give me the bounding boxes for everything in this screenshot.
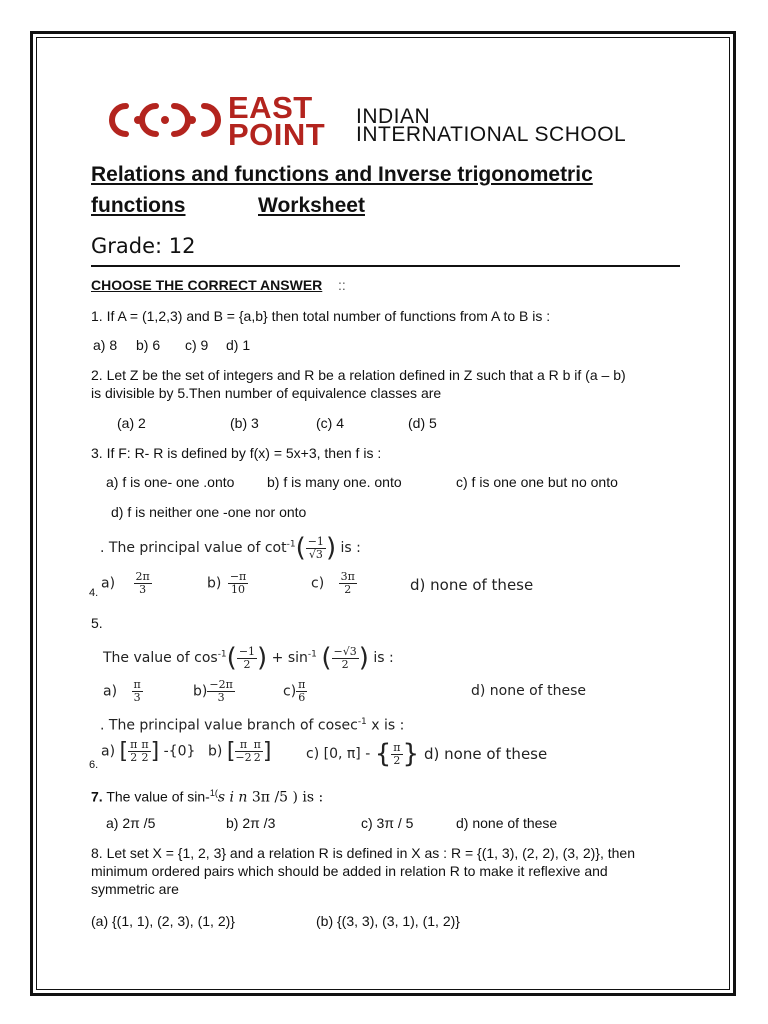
q5-sup2: -1: [307, 649, 317, 660]
q6-stem-pre: . The principal value branch of cosec: [100, 717, 358, 734]
q5-f1-den: 2: [243, 657, 251, 671]
q1-option-b: b) 6: [136, 337, 161, 353]
q7-text-mid: (: [214, 788, 218, 798]
q6-opt-b-f2-den: 2: [253, 751, 261, 764]
q4-option-a: [101, 571, 152, 596]
q5-sup1: -1: [217, 649, 227, 660]
q4-opt-c-fraction: [339, 571, 357, 596]
question-6-stem: [100, 717, 404, 734]
question-8-line1: 8. Let set X = {1, 2, 3} and a relation R is defined in X as : R = {(1, 3), (2, 2), (3, 2)}, then: [91, 845, 635, 861]
q1-option-a: a) 8: [93, 337, 118, 353]
q6-opt-b-label: b): [208, 743, 223, 760]
q6-opt-a-f1: [128, 739, 139, 764]
q5-opt-b-num: −2π: [209, 678, 233, 691]
q5-opt-c-fraction: [296, 679, 307, 704]
q4-opt-a-fraction: [134, 571, 152, 596]
q4-opt-a-num: 2π: [135, 570, 150, 583]
q6-option-b: b) [ $\frac{\pi}{-2}$ $\frac{\pi}{2}$ ]: [208, 738, 272, 764]
q7-option-b: b) 2π /3: [226, 815, 276, 831]
q4-option-b: [207, 571, 248, 596]
q6-opt-c-num: π: [393, 740, 401, 754]
q3-option-a: a) f is one- one .onto: [106, 474, 235, 490]
question-7: [91, 785, 323, 807]
worksheet-title-line1: Relations and functions and Inverse trigonometric: [91, 163, 593, 186]
q5-f2-num: −√3: [333, 644, 357, 658]
school-name-line1: INDIAN: [356, 105, 431, 128]
q4-stem-sup: -1: [286, 539, 296, 550]
q5-opt-c-num: π: [298, 678, 306, 691]
question-2-line1: 2. Let Z be the set of integers and R be a relation defined in Z such that a R b if (a – b): [91, 367, 626, 383]
q5-opt-a-den: 3: [133, 691, 141, 704]
q4-opt-c-label: c): [311, 575, 325, 592]
header-divider: [91, 265, 680, 267]
q4-opt-b-den: 10: [231, 583, 246, 596]
q4-opt-b-num: −π: [229, 570, 247, 583]
q4-stem-num: −1: [307, 534, 324, 548]
q5-opt-c-label: c): [283, 683, 297, 700]
q6-stem-post: x is :: [371, 717, 405, 734]
q7-sup: 1: [209, 788, 215, 798]
q7-text-pre: The value of sin-: [102, 788, 210, 805]
worksheet-title-line2a: functions: [91, 194, 186, 217]
q4-stem-post: is :: [340, 540, 361, 556]
instruction-tail: ::: [338, 277, 346, 293]
worksheet-title-line2b: Worksheet: [258, 194, 365, 217]
q6-opt-c-label: c) [0, π] -: [306, 746, 371, 762]
q6-opt-a-label: a): [101, 743, 116, 760]
instruction-heading: CHOOSE THE CORRECT ANSWER: [91, 277, 323, 293]
q6-opt-b-f1-num: π: [235, 739, 251, 752]
question-4-stem: . The principal value of $\cot^{-1}$( $\frac{-1}{√3}$ ) is :: [100, 533, 361, 563]
question-5-stem: The value of $\cos^{-1}$( $\frac{-1}{2}$ ) + $\sin^{-1}$ ( $\frac{-√3}{2}$ ) is :: [103, 643, 394, 673]
q5-f2-den: 2: [341, 657, 349, 671]
q4-opt-c-num: 3π: [340, 570, 355, 583]
q4-opt-a-den: 3: [139, 583, 147, 596]
q5-plus-sin: + sin: [271, 650, 308, 666]
q6-opt-a-f2: [139, 739, 150, 764]
q4-number: 4.: [89, 587, 99, 599]
school-name-line2: INTERNATIONAL SCHOOL: [356, 123, 627, 146]
question-8-line2: minimum ordered pairs which should be added in relation R to make it reflexive and: [91, 863, 608, 879]
q8-option-b: (b) {(3, 3), (3, 1), (1, 2)}: [316, 913, 460, 929]
q8-option-a: (a) {(1, 1), (2, 3), (1, 2)}: [91, 913, 235, 929]
q6-opt-b-f1: [235, 739, 251, 764]
q7-option-c: c) 3π / 5: [361, 815, 414, 831]
q7-number: 7.: [91, 788, 103, 805]
q2-option-d: (d) 5: [408, 415, 437, 431]
q5-number: 5.: [91, 615, 103, 631]
q5-opt-a-num: π: [133, 678, 141, 691]
q6-option-c: c) [0, π] - { $\frac{\pi}{2}$ }: [306, 739, 420, 769]
q4-opt-b-label: b): [207, 575, 222, 592]
q6-opt-c-den: 2: [393, 753, 401, 767]
q6-opt-a-f2-num: π: [141, 738, 149, 751]
q5-f1-num: −1: [238, 644, 256, 658]
q4-stem-pre: . The principal value of cot: [100, 540, 287, 556]
q5-opt-b-fraction: [207, 679, 234, 704]
q6-opt-c-fraction: [391, 742, 402, 767]
q2-option-a: (a) 2: [117, 415, 146, 431]
q5-opt-b-den: 3: [217, 691, 225, 704]
q5-option-d: d) none of these: [471, 683, 587, 699]
q6-option-d: d) none of these: [424, 745, 548, 763]
q6-opt-b-f2: [252, 739, 263, 764]
q1-option-c: c) 9: [185, 337, 209, 353]
question-2-line2: is divisible by 5.Then number of equivalence classes are: [91, 385, 442, 401]
q4-option-d: d) none of these: [410, 576, 534, 594]
q4-stem-den: √3: [308, 547, 323, 561]
question-3: 3. If F: R- R is defined by f(x) = 5x+3, then f is :: [91, 445, 382, 461]
grade-label: Grade: 12: [91, 234, 196, 258]
q7-option-d: d) none of these: [456, 815, 558, 831]
school-logo-icon: [96, 97, 224, 143]
q6-number: 6.: [89, 759, 99, 771]
q6-opt-b-f2-num: π: [253, 738, 261, 751]
brand-east: EAST: [228, 90, 313, 125]
q6-opt-a-f2-den: 2: [141, 751, 149, 764]
q7-option-a: a) 2π /5: [106, 815, 156, 831]
q4-opt-c-den: 2: [344, 583, 352, 596]
q6-opt-b-f1-den: −2: [235, 751, 252, 764]
q6-opt-a-f1-num: π: [130, 738, 138, 751]
q4-stem-fraction: [306, 536, 326, 561]
q5-opt-b-label: b): [193, 683, 208, 700]
question-8-line3: symmetric are: [91, 881, 179, 897]
q1-option-d: d) 1: [226, 337, 251, 353]
q3-option-c: c) f is one one but no onto: [456, 474, 618, 490]
q5-stem-post: is :: [373, 650, 394, 666]
q5-option-a: [103, 679, 143, 704]
q6-stem-sup: -1: [357, 717, 367, 727]
q5-stem-pre: The value of cos: [103, 650, 218, 666]
q6-option-a: a) [ $\frac{\pi}{2}$ $\frac{\pi}{2}$ ] -{0}: [101, 738, 196, 764]
q5-opt-a-label: a): [103, 683, 118, 700]
q5-option-b: [193, 679, 235, 704]
q4-option-c: [311, 571, 357, 596]
q4-opt-b-fraction: [228, 571, 248, 596]
q6-opt-a-tail: -{0}: [163, 743, 196, 760]
q4-opt-a-label: a): [101, 575, 116, 592]
q5-opt-a-fraction: [132, 679, 143, 704]
q2-option-b: (b) 3: [230, 415, 259, 431]
q5-option-c: [283, 679, 307, 704]
q7-text-italic: s i n: [217, 789, 248, 806]
question-1: 1. If A = (1,2,3) and B = {a,b} then total number of functions from A to B is :: [91, 308, 551, 324]
q5-fraction-2: [332, 646, 359, 671]
brand-point: POINT: [228, 117, 326, 152]
q6-opt-a-f1-den: 2: [130, 751, 138, 764]
q3-option-b: b) f is many one. onto: [267, 474, 402, 490]
q7-text-post: 3π /5 ) is :: [247, 789, 324, 806]
q5-fraction-1: [237, 646, 257, 671]
q3-option-d: d) f is neither one -one nor onto: [111, 504, 307, 520]
q5-opt-c-den: 6: [298, 691, 306, 704]
q2-option-c: (c) 4: [316, 415, 344, 431]
